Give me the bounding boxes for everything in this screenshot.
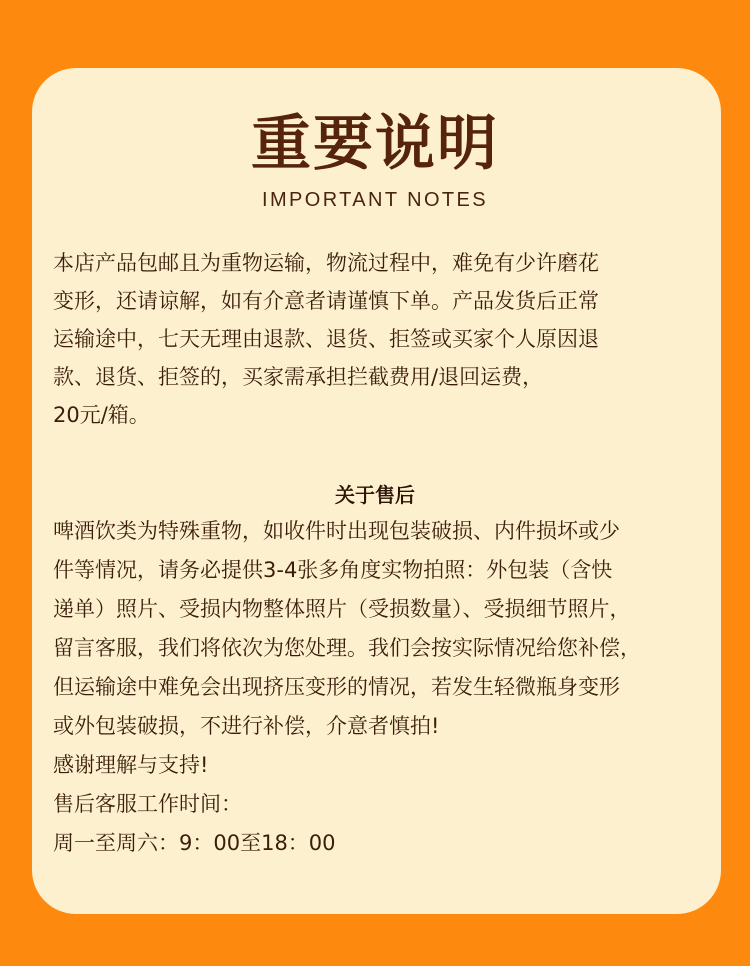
after-sales-line: 或外包装破损，不进行补偿，介意者慎拍! — [53, 714, 440, 738]
notice-line: 变形，还请谅解，如有介意者请谨慎下单。产品发货后正常 — [53, 289, 599, 313]
service-hours-value: 周一至周六：9：00至18：00 — [53, 831, 336, 855]
service-hours-label: 售后客服工作时间： — [53, 792, 242, 816]
page-subtitle: IMPORTANT NOTES — [261, 189, 489, 211]
after-sales-line: 件等情况，请务必提供3-4张多角度实物拍照：外包装（含快 — [53, 558, 613, 582]
notice-line: 款、退货、拒签的，买家需承担拦截费用/退回运费， — [53, 365, 544, 389]
thanks-line: 感谢理解与支持! — [53, 753, 209, 777]
after-sales-line: 啤酒饮类为特殊重物，如收件时出现包装破损、内件损坏或少 — [53, 519, 620, 543]
after-sales-line: 但运输途中难免会出现挤压变形的情况，若发生轻微瓶身变形 — [53, 675, 620, 699]
after-sales-line: 留言客服，我们将依次为您处理。我们会按实际情况给您补偿， — [53, 636, 641, 660]
after-sales-heading: 关于售后 — [335, 483, 415, 507]
shipping-notice — [53, 244, 703, 434]
after-sales-section — [53, 512, 713, 863]
notice-line: 运输途中，七天无理由退款、退货、拒签或买家个人原因退 — [53, 327, 599, 351]
page-title: 重要说明 — [251, 109, 499, 179]
after-sales-line: 递单）照片、受损内物整体照片（受损数量）、受损细节照片， — [53, 597, 631, 621]
notice-line: 20元/箱。 — [53, 403, 150, 427]
notice-line: 本店产品包邮且为重物运输，物流过程中，难免有少许磨花 — [53, 251, 599, 275]
